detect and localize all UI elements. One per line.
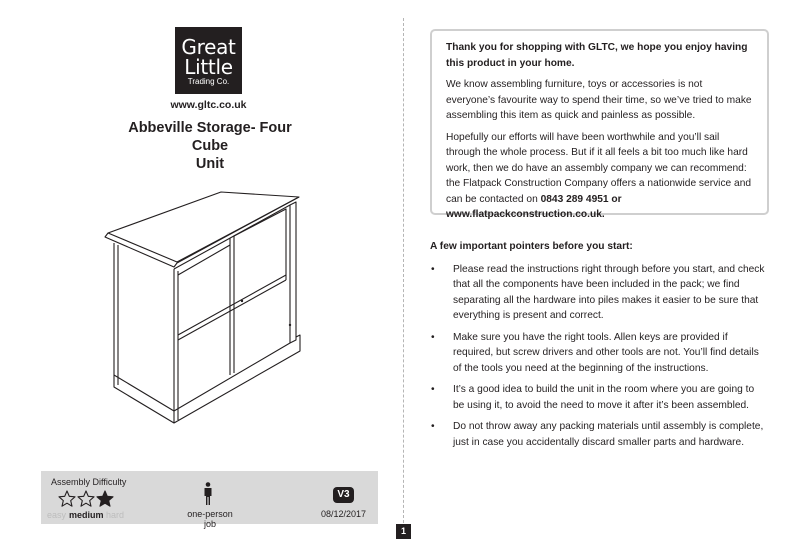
product-title-line2: Unit xyxy=(195,156,225,172)
list-item xyxy=(430,382,765,413)
thanks-para-2 xyxy=(446,130,753,223)
contact-details: 0843 289 4951 or www.flatpackconstruction.co.uk. xyxy=(446,193,622,220)
difficulty-hard: hard xyxy=(106,510,125,520)
bullet-icon: • xyxy=(431,421,435,432)
version-badge: V3 xyxy=(333,487,354,503)
bullet-icon: • xyxy=(431,384,435,395)
list-item xyxy=(430,262,765,324)
cube-unit-illustration xyxy=(100,185,310,425)
gltc-logo xyxy=(175,27,242,94)
document-date: 08/12/2017 xyxy=(321,509,367,519)
pointer-text: Do not throw away any packing materials until assembly is complete, just in case you accidentally discard smaller parts and hardware. xyxy=(453,421,764,448)
product-title-line1: Abbeville Storage- Four Cube xyxy=(128,120,292,154)
assembly-difficulty-label: Assembly Difficulty xyxy=(51,477,127,487)
list-item xyxy=(430,419,765,450)
thanks-intro: Thank you for shopping with GLTC, we hope you enjoy having this product in your home. xyxy=(446,42,748,69)
pointers-heading: A few important pointers before you start: xyxy=(430,241,633,252)
job-label: one-person job xyxy=(187,509,233,529)
star-outline-icon xyxy=(78,491,94,506)
list-item xyxy=(430,330,765,377)
thanks-para-1: We know assembling furniture, toys or accessories is not everyone’s favourite way to spend their time, so we’ve tried to make assembling this item as quick and painless as possible. xyxy=(446,79,752,121)
star-outline-icon xyxy=(59,491,75,506)
person-icon xyxy=(203,482,213,506)
assembly-difficulty-panel xyxy=(41,471,378,529)
bullet-icon: • xyxy=(431,263,435,275)
logo-line-little: Little xyxy=(184,55,233,79)
product-title xyxy=(110,119,310,173)
page-divider xyxy=(403,18,404,528)
website-url: www.gltc.co.uk xyxy=(170,99,247,111)
logo-line-trading: Trading Co. xyxy=(187,77,230,86)
thanks-para-2-text: Hopefully our efforts will have been worthwhile and you’ll sail through the whole process. But if it all feels a bit too much like hard work, then we do have an assembly company we can recommend: the Flatpack Construction Company offers a nationwide service and can be contacted on xyxy=(446,131,752,205)
star-filled-icon xyxy=(97,491,113,506)
pointer-text: It’s a good idea to build the unit in the room where you are going to be using it, to avoid the need to move it after it’s been assembled. xyxy=(453,384,755,411)
pointers-list xyxy=(430,262,765,451)
pointer-text: Please read the instructions right through before you start, and check that all the components have been included in the pack; we find separating all the hardware into piles makes it easier to be sure that everything is present and correct. xyxy=(453,263,765,321)
page-number: 1 xyxy=(396,524,411,539)
difficulty-medium: medium xyxy=(69,510,104,520)
pointer-text: Make sure you have the right tools. Allen keys are provided if required, but screw drivers and other tools are not. You’ll find details of the tools you need at the beginning of the instructions. xyxy=(453,331,759,374)
difficulty-easy: easy xyxy=(47,510,67,520)
bullet-icon: • xyxy=(431,331,435,343)
difficulty-stars xyxy=(58,490,116,508)
pointers-section xyxy=(430,239,765,456)
logo-line-great: Great xyxy=(181,35,236,59)
thank-you-box xyxy=(430,29,769,220)
